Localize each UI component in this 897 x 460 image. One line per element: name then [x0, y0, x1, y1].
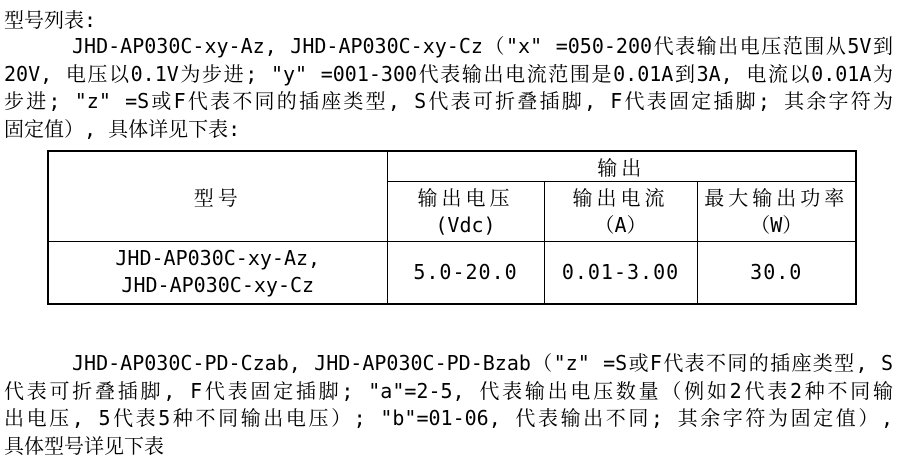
current-value-cell [544, 242, 697, 304]
voltage-header-cell [387, 182, 544, 242]
model-name-line: JHD-AP030C-xy-Cz [49, 272, 387, 299]
doc-title: 型号列表: [4, 4, 96, 33]
model-spec-table [47, 150, 857, 305]
voltage-value: 5.0-20.0 [413, 260, 517, 284]
power-value-cell [697, 242, 856, 304]
voltage-header-label: 输出电压 [388, 185, 544, 212]
power-header-label: 最大输出功率 [698, 185, 856, 212]
model-name-line: JHD-AP030C-xy-Az, [49, 245, 387, 272]
paragraph-line: 20V, 电压以0.1V为步进; "y" =001-300代表输出电流范围是0.01A到3A, 电流以0.01A为 [4, 61, 893, 89]
current-value: 0.01-3.00 [562, 260, 679, 284]
paragraph-line: 出电压, 5代表5种不同输出电压）; "b"=01-06, 代表输出不同; 其余字符为固定值）, [4, 405, 893, 433]
paragraph-line-clipped: 具体型号详见下表 [4, 433, 893, 460]
paragraph-line: 步进; "z" =S或F代表不同的插座类型, S代表可折叠插脚, F代表固定插脚; 其余字符为 [4, 88, 893, 116]
voltage-value-cell [387, 242, 544, 304]
output-group-header-cell [387, 151, 856, 182]
paragraph-line: JHD-AP030C-PD-Czab, JHD-AP030C-PD-Bzab（"z" =S或F代表不同的插座类型, S [4, 350, 893, 378]
table-row [48, 242, 856, 304]
power-value: 30.0 [750, 260, 802, 284]
current-header-unit: （A） [545, 212, 697, 239]
current-header-cell [544, 182, 697, 242]
model-description-paragraph [4, 33, 893, 143]
power-header-unit: （W） [698, 212, 856, 239]
current-header-label: 输出电流 [545, 185, 697, 212]
paragraph-line: 固定值）, 具体详见下表: [4, 116, 893, 144]
output-group-label: 输出 [597, 156, 645, 180]
model-header-label: 型号 [194, 186, 242, 210]
pd-model-description-paragraph [4, 350, 893, 460]
voltage-header-unit: (Vdc) [388, 212, 544, 239]
paragraph-line: JHD-AP030C-xy-Az, JHD-AP030C-xy-Cz（"x" =050-200代表输出电压范围从5V到 [4, 33, 893, 61]
model-header-cell [48, 151, 387, 242]
model-cell [48, 242, 387, 304]
power-header-cell [697, 182, 856, 242]
paragraph-line: 代表可折叠插脚, F代表固定插脚; "a"=2-5, 代表输出电压数量（例如2代表2种不同输 [4, 378, 893, 406]
